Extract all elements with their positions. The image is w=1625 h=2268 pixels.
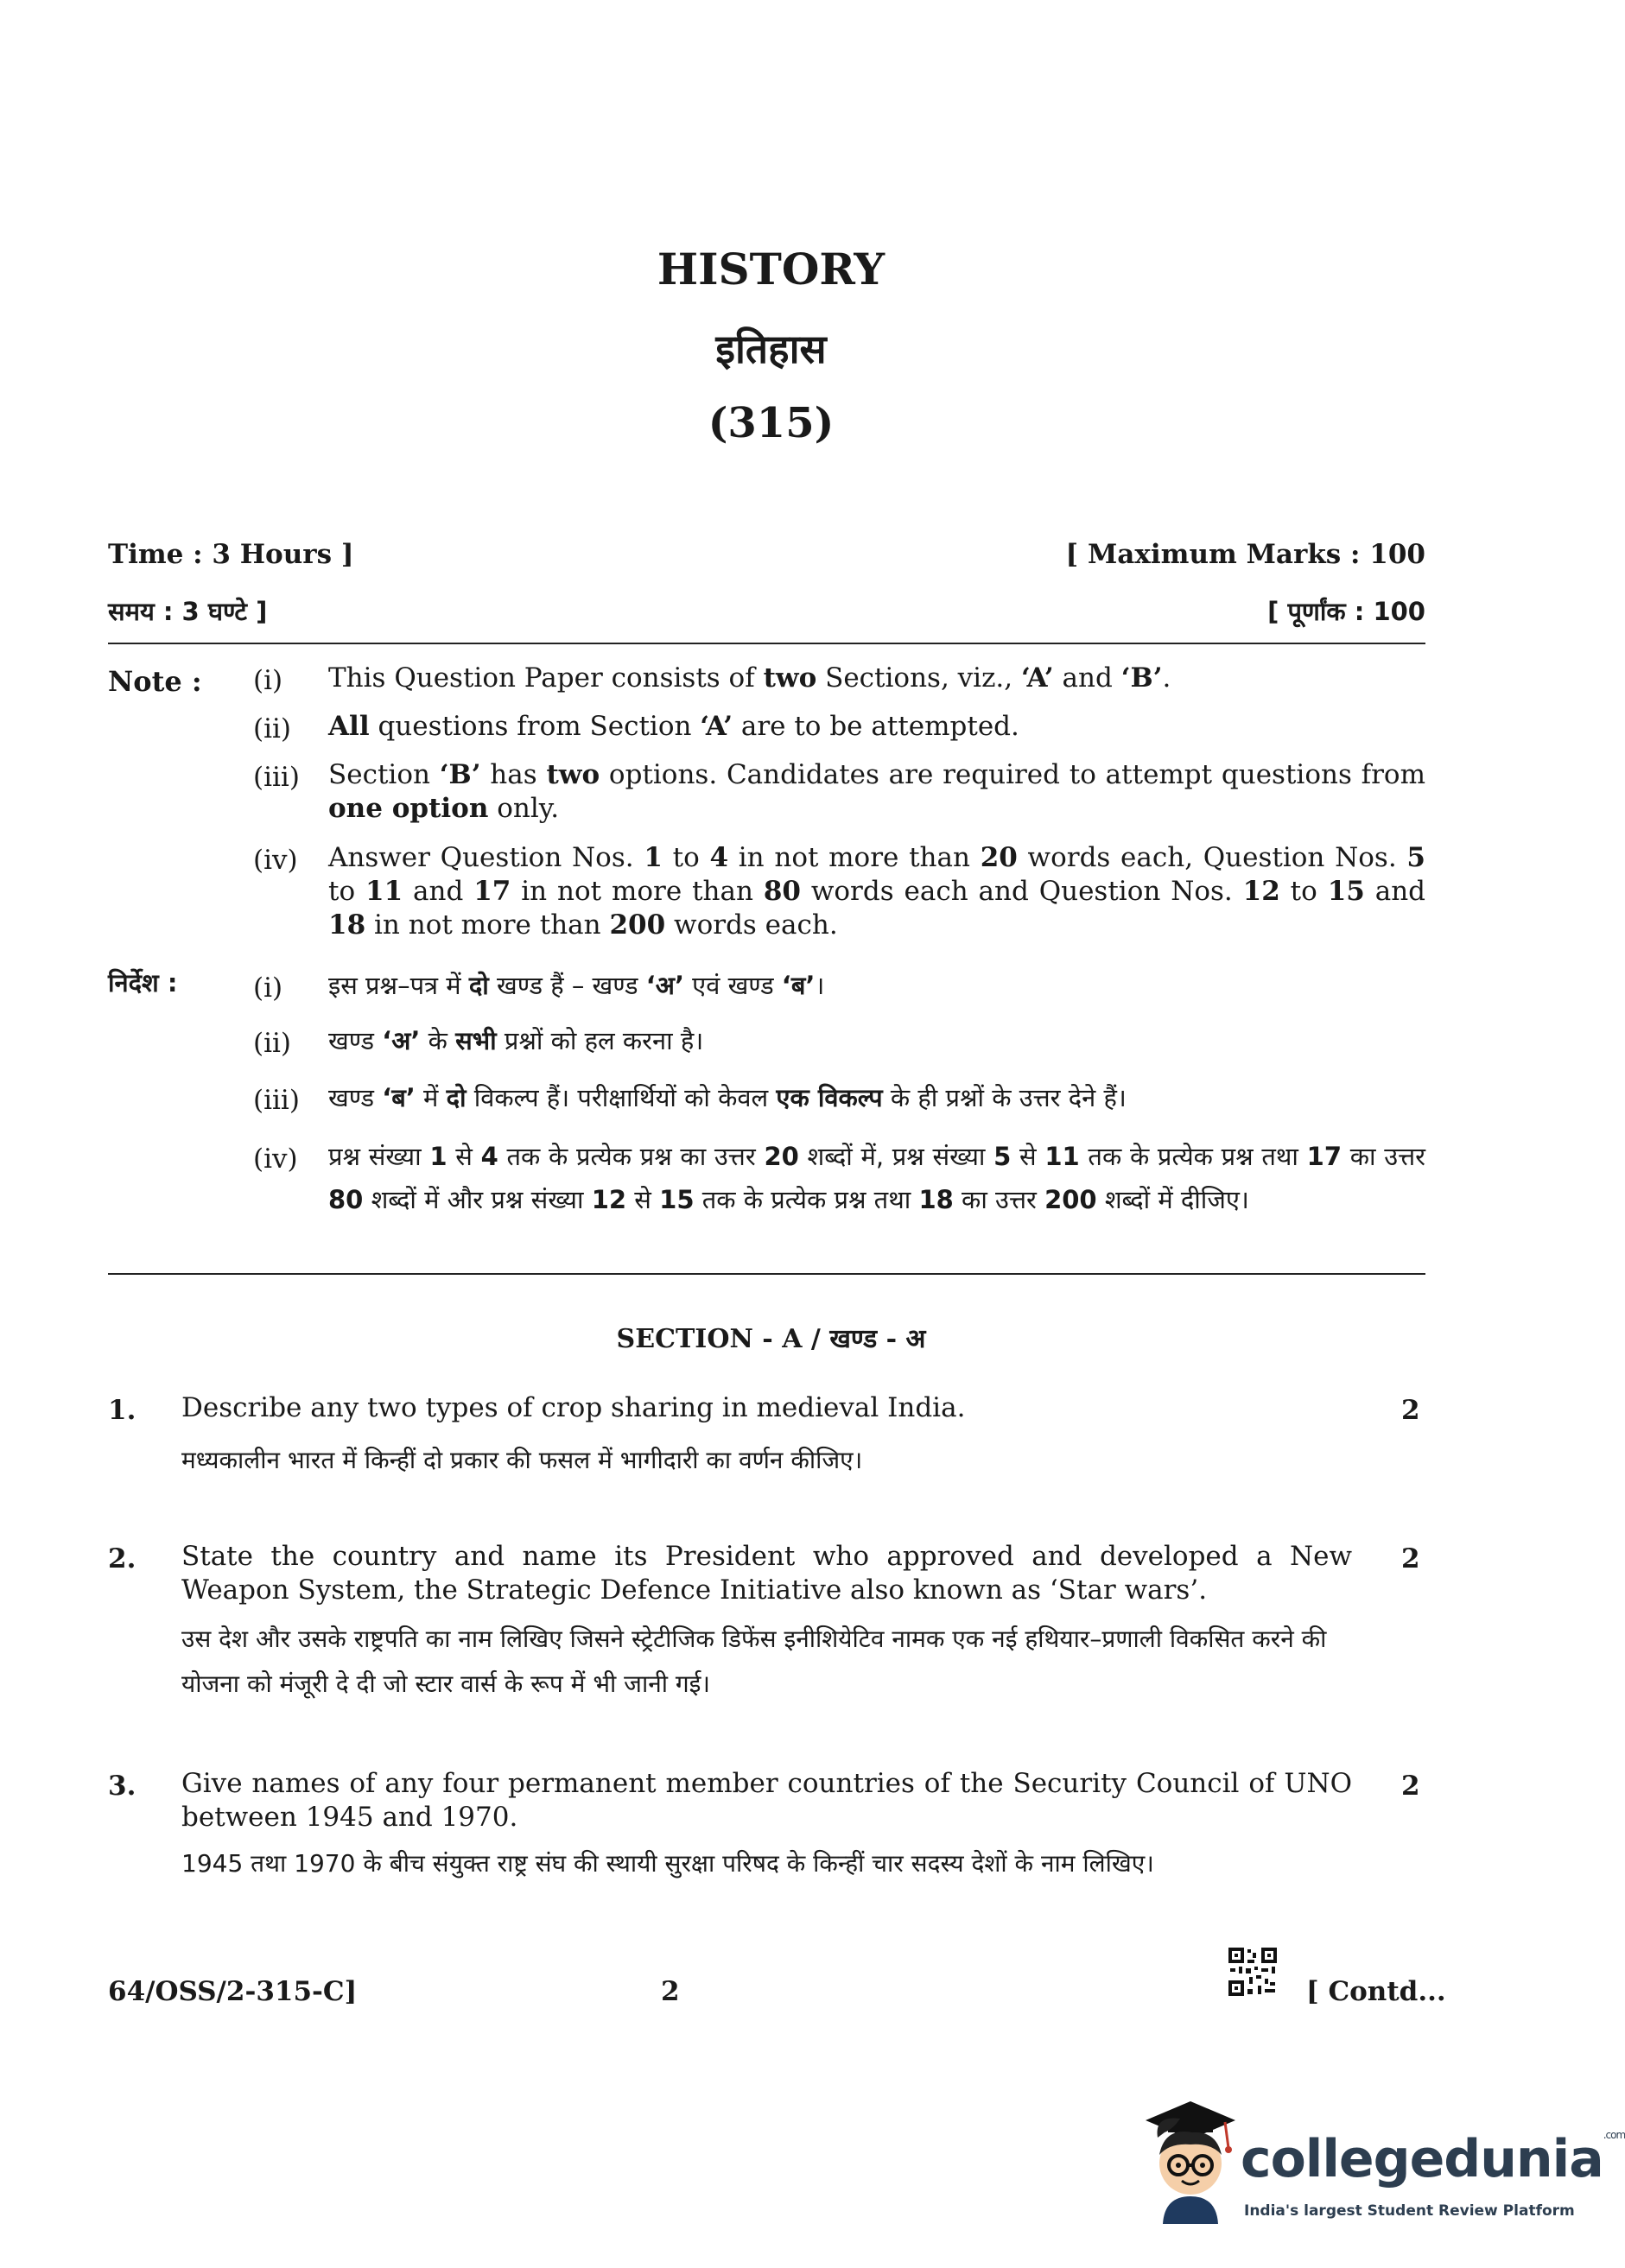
question-text-en: Give names of any four permanent member countries of the Security Council of UNO between 1945 and 1970. bbox=[181, 1768, 1352, 1833]
note-text: प्रश्नों को हल करना है। bbox=[496, 1026, 704, 1055]
note-text: in not more than bbox=[728, 842, 981, 873]
note-emphasis: 12 bbox=[1242, 876, 1280, 907]
note-text: in not more than bbox=[511, 876, 764, 907]
note-text: से bbox=[1011, 1142, 1045, 1171]
note-text: only. bbox=[488, 793, 560, 824]
note-hi-item bbox=[328, 1135, 1425, 1221]
note-emphasis: 20 bbox=[980, 842, 1018, 873]
note-emphasis: two bbox=[546, 759, 600, 790]
question-text-en: State the country and name its President who approved and developed a New Weapon System, the Strategic Defence Initiative also known as ‘Star wars’. bbox=[181, 1541, 1352, 1606]
brand-tld: .com bbox=[1603, 2129, 1625, 2141]
note-emphasis: 1 bbox=[644, 842, 663, 873]
note-text: has bbox=[480, 759, 547, 790]
note-emphasis: 17 bbox=[473, 876, 511, 907]
note-emphasis: 18 bbox=[328, 909, 366, 941]
note-text: in not more than bbox=[365, 909, 610, 941]
note-emphasis: 5 bbox=[1406, 842, 1425, 873]
note-text: options. Candidates are required to attempt questions from bbox=[600, 759, 1425, 790]
note-text: का उत्तर bbox=[1342, 1142, 1426, 1171]
note-text: Section bbox=[328, 759, 440, 790]
note-text: से bbox=[447, 1142, 481, 1171]
note-emphasis: 15 bbox=[1327, 876, 1365, 907]
note-hi-item bbox=[328, 1076, 1425, 1119]
note-text: and bbox=[403, 876, 474, 907]
note-emphasis: दो bbox=[468, 971, 489, 1000]
note-hi-item bbox=[328, 964, 1425, 1007]
note-emphasis: two bbox=[763, 662, 817, 694]
question-number: 1. bbox=[108, 1395, 136, 1426]
note-hi-number: (ii) bbox=[253, 1028, 292, 1059]
note-en-number: (iii) bbox=[253, 762, 300, 793]
note-text: खण्ड हैं – खण्ड bbox=[488, 971, 646, 1000]
note-emphasis: ‘अ’ bbox=[382, 1026, 421, 1055]
note-emphasis: 15 bbox=[659, 1185, 695, 1214]
paper-code: 64/OSS/2-315-C] bbox=[108, 1976, 358, 2007]
note-text: तक के प्रत्येक प्रश्न तथा bbox=[694, 1185, 919, 1214]
note-text: words each, Question Nos. bbox=[1017, 842, 1407, 873]
note-emphasis: 5 bbox=[993, 1142, 1012, 1171]
question-text-hi: 1945 तथा 1970 के बीच संयुक्त राष्ट्र संघ की स्थायी सुरक्षा परिषद के किन्हीं चार सदस्य देशों के नाम लिखिए। bbox=[181, 1849, 1154, 1878]
continued-label: [ Contd... bbox=[1306, 1976, 1446, 2007]
note-text: खण्ड bbox=[328, 1026, 383, 1055]
note-text: विकल्प हैं। परीक्षार्थियों को केवल bbox=[466, 1083, 777, 1112]
note-text: एवं खण्ड bbox=[683, 971, 782, 1000]
note-emphasis: एक विकल्प bbox=[776, 1083, 883, 1112]
note-text: to bbox=[1279, 876, 1328, 907]
note-text: and bbox=[1364, 876, 1425, 907]
note-text: to bbox=[662, 842, 710, 873]
note-text: questions from Section bbox=[369, 711, 701, 742]
question-text-hi: मध्यकालीन भारत में किन्हीं दो प्रकार की फसल में भागीदारी का वर्णन कीजिए। bbox=[181, 1446, 863, 1474]
note-text: । bbox=[815, 971, 825, 1000]
note-text: से bbox=[626, 1185, 660, 1214]
note-emphasis: 80 bbox=[763, 876, 801, 907]
time-en: Time : 3 Hours ] bbox=[108, 539, 354, 570]
note-emphasis: 11 bbox=[1044, 1142, 1080, 1171]
note-text: to bbox=[328, 876, 366, 907]
collegedunia-watermark bbox=[1139, 2094, 1625, 2241]
note-text: शब्दों में और प्रश्न संख्या bbox=[363, 1185, 592, 1214]
note-text: Sections, viz., bbox=[816, 662, 1021, 694]
note-text: words each and Question Nos. bbox=[800, 876, 1243, 907]
note-hi-item bbox=[328, 1019, 1425, 1062]
note-emphasis: 80 bbox=[328, 1185, 364, 1214]
note-text: This Question Paper consists of bbox=[328, 662, 764, 694]
section-title: SECTION - A / खण्ड - अ bbox=[616, 1324, 926, 1354]
note-text: में bbox=[415, 1083, 447, 1112]
brand-text: collegedunia bbox=[1241, 2129, 1603, 2189]
note-hi-number: (i) bbox=[253, 972, 283, 1004]
note-label-hi: निर्देश : bbox=[108, 968, 178, 998]
note-emphasis: 17 bbox=[1306, 1142, 1343, 1171]
brand-tagline: India's largest Student Review Platform bbox=[1244, 2202, 1575, 2220]
note-en-number: (i) bbox=[253, 665, 283, 696]
brand-name bbox=[1241, 2129, 1625, 2189]
note-emphasis: one option bbox=[328, 793, 489, 824]
note-text: का उत्तर bbox=[953, 1185, 1045, 1214]
question-text-en: Describe any two types of crop sharing in medieval India. bbox=[181, 1392, 966, 1423]
note-text: तक के प्रत्येक प्रश्न का उत्तर bbox=[498, 1142, 765, 1171]
note-emphasis: ‘B’ bbox=[439, 759, 481, 790]
note-text: खण्ड bbox=[328, 1083, 383, 1112]
note-emphasis: दो bbox=[446, 1083, 467, 1112]
note-label-en: Note : bbox=[108, 665, 202, 698]
time-hi: समय : 3 घण्टे ] bbox=[108, 597, 268, 626]
note-hi-number: (iv) bbox=[253, 1144, 298, 1175]
note-emphasis: ‘अ’ bbox=[645, 971, 684, 1000]
subject-code: (315) bbox=[708, 399, 835, 447]
header-rule bbox=[108, 643, 1425, 644]
note-emphasis: 4 bbox=[480, 1142, 498, 1171]
note-emphasis: 4 bbox=[709, 842, 729, 873]
note-text: के bbox=[420, 1026, 456, 1055]
note-text: Answer Question Nos. bbox=[328, 842, 644, 873]
note-text: words each. bbox=[665, 909, 838, 941]
note-text: शब्दों में दीजिए। bbox=[1096, 1185, 1249, 1214]
note-hi-number: (iii) bbox=[253, 1085, 300, 1116]
max-marks-en: [ Maximum Marks : 100 bbox=[1065, 539, 1425, 570]
question-marks: 2 bbox=[1401, 1543, 1420, 1574]
question-number: 2. bbox=[108, 1543, 136, 1574]
note-emphasis: 200 bbox=[609, 909, 666, 941]
note-text: . bbox=[1162, 662, 1171, 694]
question-marks: 2 bbox=[1401, 1771, 1420, 1802]
note-emphasis: 12 bbox=[591, 1185, 627, 1214]
time-marks-row-hi bbox=[108, 594, 1425, 628]
question-marks: 2 bbox=[1401, 1395, 1420, 1426]
note-emphasis: ‘A’ bbox=[1021, 662, 1054, 694]
note-text: शब्दों में, प्रश्न संख्या bbox=[798, 1142, 994, 1171]
page-number: 2 bbox=[661, 1976, 680, 2007]
note-text: के ही प्रश्नों के उत्तर देने हैं। bbox=[882, 1083, 1127, 1112]
note-emphasis: All bbox=[328, 711, 370, 742]
note-en-number: (ii) bbox=[253, 713, 292, 744]
subject-title-en: HISTORY bbox=[657, 244, 885, 295]
mascot-icon bbox=[1139, 2094, 1242, 2233]
note-emphasis: 18 bbox=[918, 1185, 954, 1214]
note-en-item bbox=[328, 758, 1425, 826]
subject-title-hi: इतिहास bbox=[715, 326, 827, 372]
note-text: are to be attempted. bbox=[733, 711, 1019, 742]
note-text: प्रश्न संख्या bbox=[328, 1142, 430, 1171]
note-emphasis: ‘ब’ bbox=[382, 1083, 416, 1112]
note-emphasis: ‘A’ bbox=[700, 711, 733, 742]
note-text: तक के प्रत्येक प्रश्न तथा bbox=[1079, 1142, 1307, 1171]
time-marks-row-en bbox=[108, 539, 1425, 570]
note-emphasis: 1 bbox=[429, 1142, 448, 1171]
note-emphasis: 200 bbox=[1044, 1185, 1097, 1214]
note-en-number: (iv) bbox=[253, 845, 298, 876]
max-marks-hi: [ पूर्णांक : 100 bbox=[1267, 597, 1425, 626]
note-en-item bbox=[328, 662, 1425, 695]
note-emphasis: 11 bbox=[365, 876, 403, 907]
note-en-item bbox=[328, 841, 1425, 942]
note-en-item bbox=[328, 710, 1425, 744]
note-emphasis: सभी bbox=[455, 1026, 497, 1055]
notes-rule bbox=[108, 1273, 1425, 1275]
qr-code-icon bbox=[1227, 1946, 1279, 1998]
question-text-hi: उस देश और उसके राष्ट्रपति का नाम लिखिए जिसने स्ट्रेटीजिक डिफेंस इनीशियेटिव नामक एक नई हथियार–प्रणाली विकसित करने की योजना को मंजूरी दे दी जो स्टार वार्स के रूप में भी जानी गई। bbox=[181, 1625, 1327, 1698]
note-emphasis: ‘ब’ bbox=[781, 971, 816, 1000]
note-emphasis: 20 bbox=[764, 1142, 799, 1171]
note-text: and bbox=[1053, 662, 1121, 694]
note-emphasis: ‘B’ bbox=[1120, 662, 1163, 694]
note-text: इस प्रश्न–पत्र में bbox=[328, 971, 469, 1000]
question-number: 3. bbox=[108, 1771, 136, 1802]
